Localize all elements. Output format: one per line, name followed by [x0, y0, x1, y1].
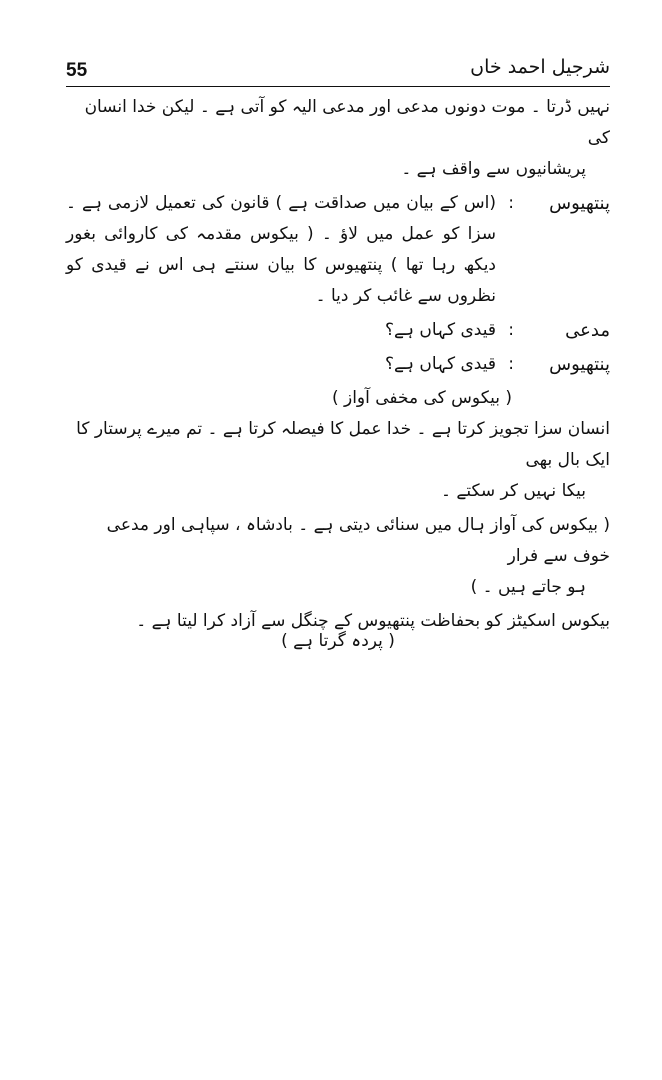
page-header: [66, 54, 610, 86]
voice-line: بیکا نہیں کر سکتے ۔: [441, 481, 586, 501]
narration-rescue: بیکوس اسکیٹز کو بحفاظت پنتھیوس کے چنگل سے آزاد کرا لیتا ہے ۔: [136, 611, 610, 631]
curtain-falls: ( پردہ گرتا ہے ): [281, 631, 395, 651]
narration-line: ( بیکوس کی آواز ہال میں سنائی دیتی ہے ۔ بادشاہ ، سپاہی اور مدعی خوف سے فرار: [106, 515, 610, 566]
dialogue-plaintiff: [66, 315, 610, 346]
dialogue-text: قیدی کہاں ہے؟: [385, 354, 496, 374]
page-body: [66, 92, 610, 637]
stage-direction-voice: ( بیکوس کی مخفی آواز ): [331, 388, 512, 408]
dialogue-text: قیدی کہاں ہے؟: [385, 320, 496, 340]
speaker-label: پنتھیوس: [549, 354, 610, 375]
dialogue-pentheus-2: [66, 349, 610, 380]
header-rule: [66, 86, 610, 87]
dialogue-text: (اس کے بیان میں صداقت ہے ) قانون کی تعمیل لازمی ہے ۔ سزا کو عمل میں لاؤ ۔ ( بیکوس مقدمہ کی کاروائی بغور دیکھ رہا تھا ) پنتھیوس کا بیان سنتے ہی اس نے قیدی کو نظروں سے غائب کر دیا ۔: [66, 193, 496, 306]
page-number: 55: [66, 60, 88, 81]
opening-line: پریشانیوں سے واقف ہے ۔: [401, 159, 586, 179]
book-title: شرجیل احمد خاں: [470, 56, 610, 78]
speaker-label: مدعی: [565, 320, 610, 341]
speaker-colon: :: [508, 320, 514, 340]
speaker-colon: :: [508, 354, 514, 374]
dialogue-pentheus-1: [66, 188, 610, 312]
voice-line: انسان سزا تجویز کرتا ہے ۔ خدا عمل کا فیصلہ کرتا ہے ۔ تم میرے پرستار کا ایک بال بھی: [76, 419, 610, 470]
speaker-label: پنتھیوس: [549, 193, 610, 214]
voice-paragraph: [66, 414, 610, 507]
opening-line: نہیں ڈرتا ۔ موت دونوں مدعی اور مدعی الیہ کو آتی ہے ۔ لیکن خدا انسان کی: [84, 97, 610, 148]
opening-paragraph: [66, 92, 610, 185]
narration-paragraph: [66, 510, 610, 603]
speaker-colon: :: [508, 193, 514, 213]
narration-line: ہو جاتے ہیں ۔ ): [470, 577, 586, 597]
